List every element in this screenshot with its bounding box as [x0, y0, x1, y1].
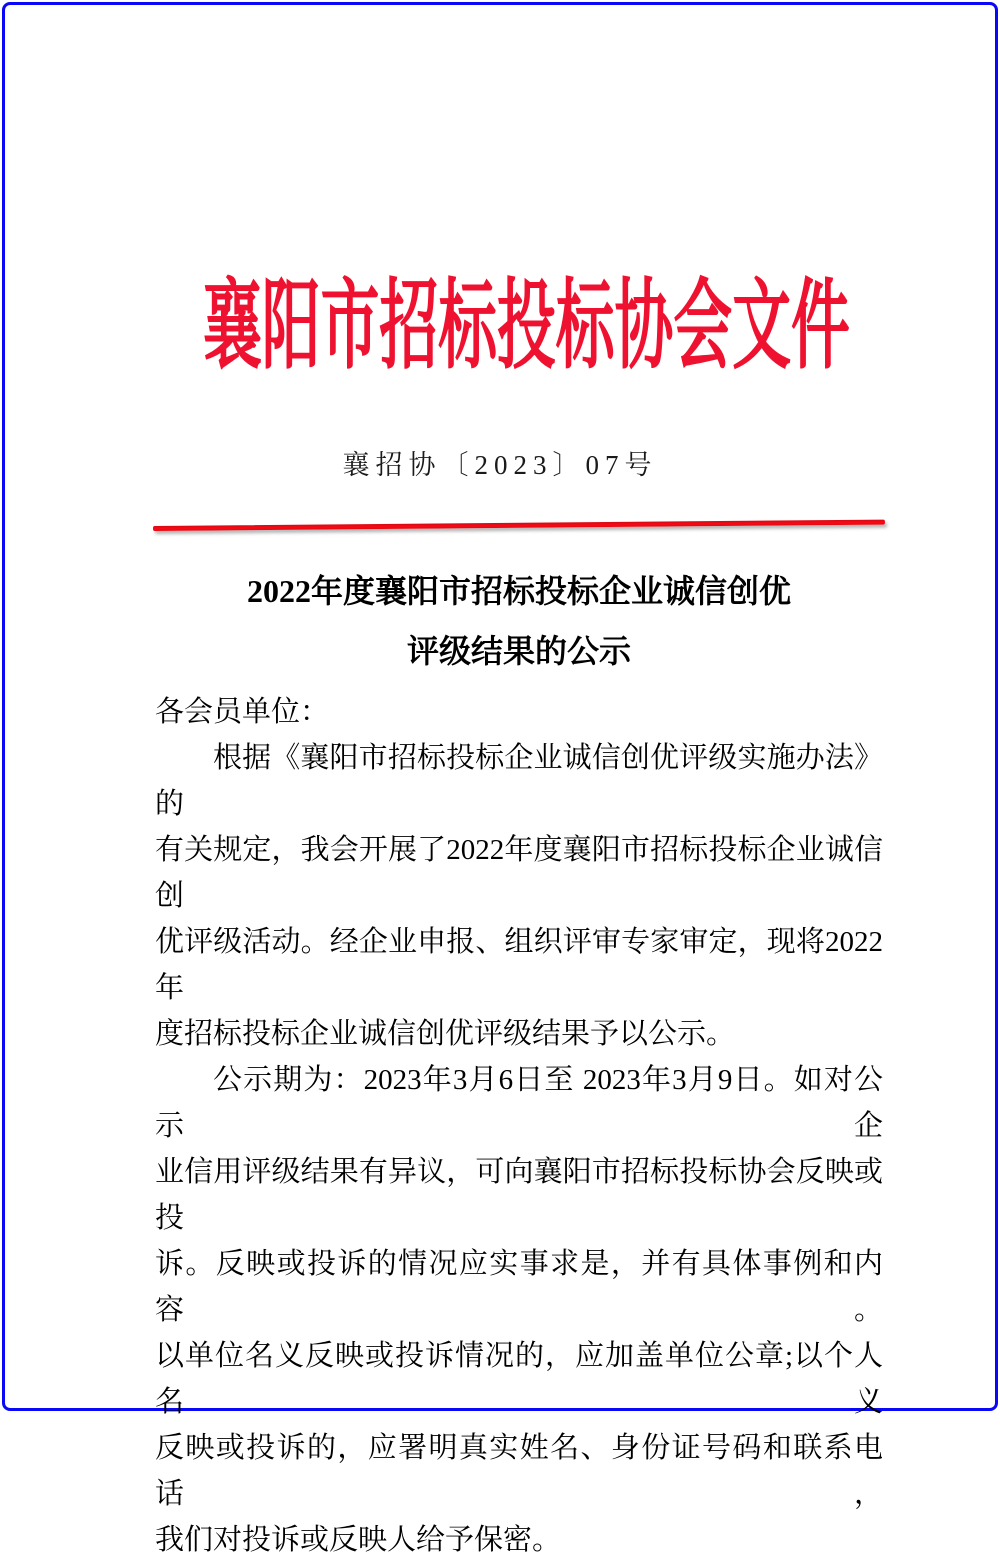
red-header-title: 襄阳市招标投标协会文件 [203, 273, 850, 381]
body-line: 公示期为：2023年3月6日至 2023年3月9日。如对公示企 [155, 1064, 883, 1142]
document-number: 襄招协〔2023〕07号 [342, 450, 658, 480]
body-line: 反映或投诉的，应署明真实姓名、身份证号码和联系电话， [155, 1432, 883, 1510]
notice-title-line2: 评级结果的公示 [406, 633, 631, 669]
notice-body [155, 689, 883, 1563]
body-line: 以单位名义反映或投诉情况的，应加盖单位公章;以个人名义 [155, 1340, 883, 1418]
body-line: 根据《襄阳市招标投标企业诚信创优评级实施办法》的 [155, 742, 883, 820]
body-line: 我们对投诉或反映人给予保密。 [155, 1524, 562, 1556]
body-line: 有关规定，我会开展了2022年度襄阳市招标投标企业诚信创 [155, 834, 883, 912]
body-line: 业信用评级结果有异议，可向襄阳市招标投标协会反映或投 [155, 1156, 883, 1234]
body-line: 优评级活动。经企业申报、组织评审专家审定，现将2022年 [155, 926, 883, 1004]
notice-title-line1: 2022年度襄阳市招标投标企业诚信创优 [246, 573, 791, 609]
body-line: 度招标投标企业诚信创优评级结果予以公示。 [155, 1018, 736, 1050]
red-divider-line [153, 520, 885, 531]
notice-title [155, 573, 883, 669]
body-line: 诉。反映或投诉的情况应实事求是，并有具体事例和内容。 [155, 1248, 883, 1326]
document-page [2, 2, 998, 1556]
body-line-salutation: 各会员单位： [155, 696, 330, 728]
